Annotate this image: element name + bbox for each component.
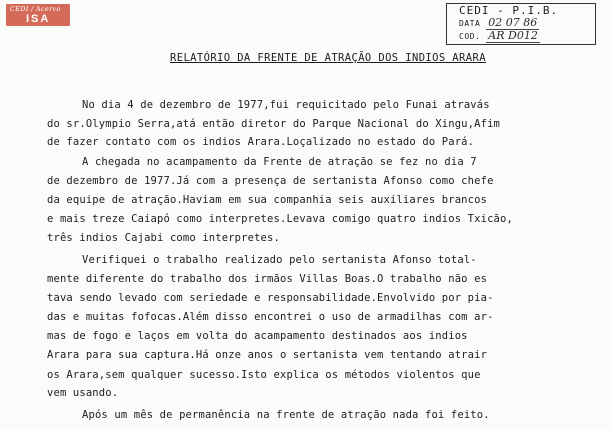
- body-line: os Arara,sem qualquer sucesso.Isto explica os métodos violentos que: [47, 369, 481, 381]
- logo-top-text: CEDI / Acervo: [10, 5, 61, 13]
- stamp-date-value: 02 07 86: [488, 16, 538, 29]
- body-line: de fazer contato com os indios Arara.Loçalizado no estado do Pará.: [47, 136, 475, 148]
- body-line: de dezembro de 1977.Já com a presença de sertanista Afonso como chefe: [47, 175, 494, 187]
- stamp-code-value: AR D012: [488, 29, 538, 42]
- logo-main-text: ISA: [26, 13, 51, 25]
- body-line: mente diferente do trabalho dos irmãos Villas Boas.O trabalho não es: [47, 273, 488, 285]
- body-line: três indios Cajabi como interpretes.: [47, 232, 280, 244]
- archive-stamp: [446, 3, 596, 45]
- body-line: do sr.Olympio Serra,atá então diretor do Parque Nacional do Xingu,Afim: [47, 118, 501, 130]
- body-line: e mais treze Caiapó como interpretes.Levava comigo quatro indios Txicão,: [47, 213, 513, 225]
- body-line: No dia 4 de dezembro de 1977,fui requicitado pelo Funai atravás: [82, 99, 490, 111]
- body-line: A chegada no acampamento da Frente de atração se fez no dia 7: [82, 156, 477, 168]
- body-line: da equipe de atração.Haviam em sua companhia seis auxiliares brancos: [47, 194, 488, 206]
- body-line: tava sendo levado com seriedade e responsabilidade.Envolvido por pia-: [47, 292, 494, 304]
- stamp-code-row: [459, 30, 595, 43]
- isa-acervo-logo: [6, 4, 70, 26]
- body-line: Após um mês de permanência na frente de atração nada foi feito.: [82, 409, 490, 421]
- stamp-header: CEDI - P.I.B.: [459, 4, 559, 17]
- document-title: RELATÓRIO DA FRENTE DE ATRAÇÃO DOS INDIOS ARARA: [170, 52, 486, 64]
- stamp-code-label: COD.: [459, 32, 481, 41]
- body-line: vem usando.: [47, 387, 119, 399]
- body-line: mas de fogo e laços em volta do acampamento destinados aos indios: [47, 330, 468, 342]
- body-line: Verifiquei o trabalho realizado pelo sertanista Afonso total-: [82, 254, 477, 266]
- body-line: das e muitas fofocas.Além disso encontrei o uso de armadilhas com ar-: [47, 311, 494, 323]
- stamp-date-label: DATA: [459, 19, 481, 28]
- body-line: Arara para sua captura.Há onze anos o sertanista vem tentando atrair: [47, 349, 488, 361]
